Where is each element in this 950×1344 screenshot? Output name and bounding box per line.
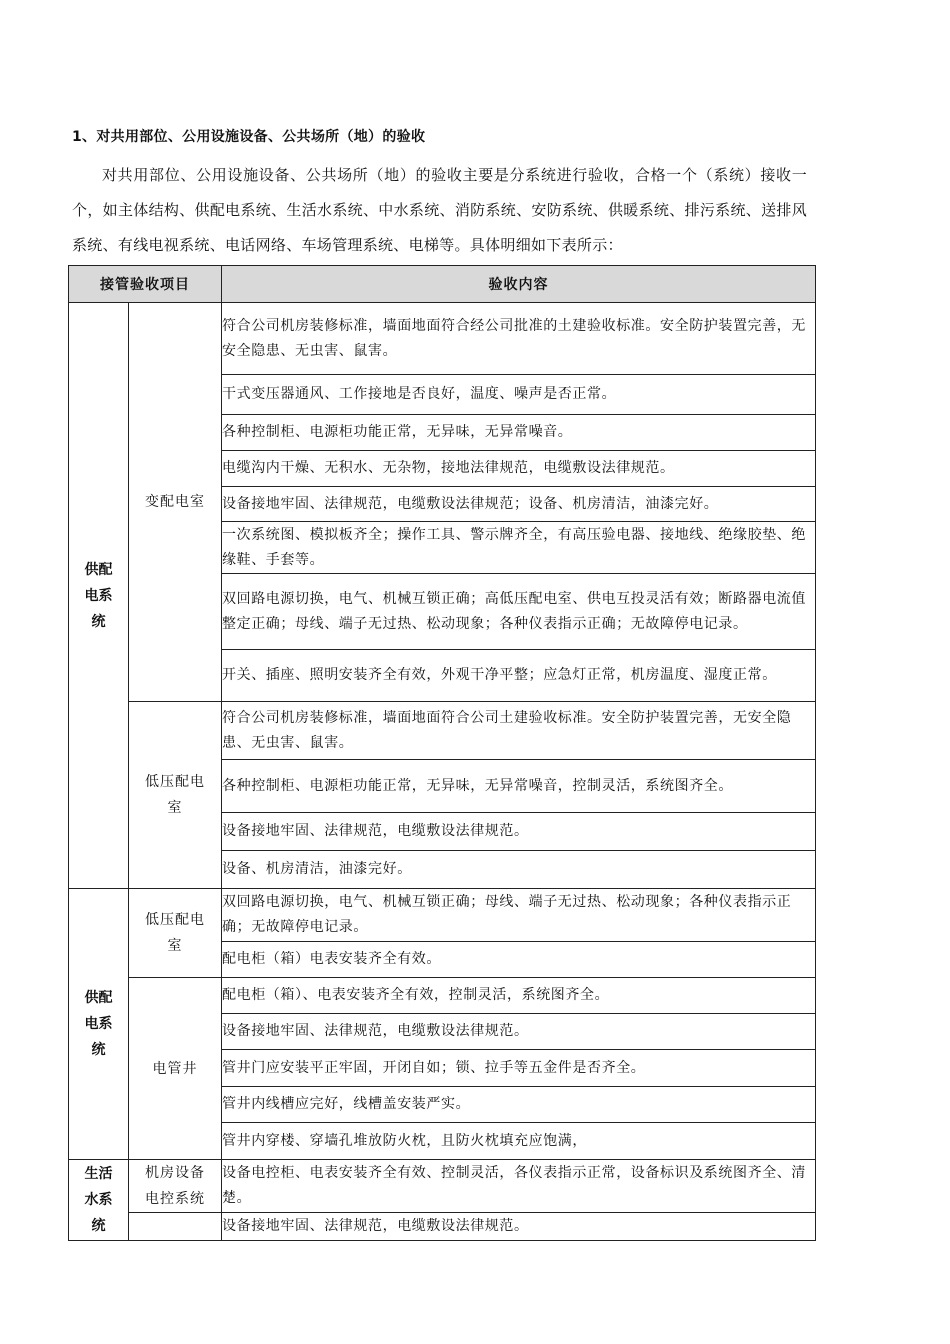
content-cell: 电缆沟内干燥、无积水、无杂物，接地法律规范，电缆敷设法律规范。 (222, 451, 816, 487)
content-cell: 设备接地牢固、法律规范，电缆敷设法律规范。 (222, 1014, 816, 1050)
content-cell: 管井内穿楼、穿墙孔堆放防火枕，且防火枕填充应饱满， (222, 1123, 816, 1160)
content-cell: 配电柜（箱）、电表安装齐全有效，控制灵活，系统图齐全。 (222, 978, 816, 1014)
subsystem-cell: 电管井 (129, 978, 222, 1160)
table-row (69, 303, 816, 375)
content-cell: 符合公司机房装修标准，墙面地面符合公司土建验收标准。安全防护装置完善，无安全隐患、无虫害、鼠害。 (222, 702, 816, 760)
subsystem-cell: 变配电室 (129, 303, 222, 702)
header-item: 接管验收项目 (69, 266, 222, 303)
header-content: 验收内容 (222, 266, 816, 303)
content-cell: 设备接地牢固、法律规范，电缆敷设法律规范。 (222, 1213, 816, 1241)
table-row (69, 1160, 816, 1213)
subsystem-cell-empty (129, 1213, 222, 1241)
table-row (69, 889, 816, 942)
table-row (69, 978, 816, 1014)
content-cell: 设备、机房清洁，油漆完好。 (222, 851, 816, 889)
content-cell: 配电柜（箱）电表安装齐全有效。 (222, 942, 816, 978)
content-cell: 双回路电源切换，电气、机械互锁正确；高低压配电室、供电互投灵活有效；断路器电流值整定正确；母线、端子无过热、松动现象；各种仪表指示正确；无故障停电记录。 (222, 574, 816, 650)
content-cell: 设备电控柜、电表安装齐全有效、控制灵活，各仪表指示正常，设备标识及系统图齐全、清楚。 (222, 1160, 816, 1213)
subsystem-cell: 低压配电室 (129, 889, 222, 978)
content-cell: 开关、插座、照明安装齐全有效，外观干净平整；应急灯正常，机房温度、湿度正常。 (222, 650, 816, 702)
acceptance-table (68, 265, 816, 1241)
content-cell: 各种控制柜、电源柜功能正常，无异味，无异常噪音。 (222, 415, 816, 451)
content-cell: 各种控制柜、电源柜功能正常，无异味，无异常噪音，控制灵活，系统图齐全。 (222, 760, 816, 813)
subsystem-cell: 机房设备电控系统 (129, 1160, 222, 1213)
system-cell: 生活水系统 (69, 1160, 129, 1241)
subsystem-cell: 低压配电室 (129, 702, 222, 889)
content-cell: 管井门应安装平正牢固，开闭自如；锁、拉手等五金件是否齐全。 (222, 1050, 816, 1087)
content-cell: 设备接地牢固、法律规范，电缆敷设法律规范；设备、机房清洁，油漆完好。 (222, 487, 816, 522)
system-cell: 供配电系统 (69, 889, 129, 1160)
content-cell: 干式变压器通风、工作接地是否良好，温度、噪声是否正常。 (222, 375, 816, 415)
content-cell: 符合公司机房装修标准，墙面地面符合经公司批准的土建验收标准。安全防护装置完善，无安全隐患、无虫害、鼠害。 (222, 303, 816, 375)
content-cell: 管井内线槽应完好，线槽盖安装严实。 (222, 1087, 816, 1123)
table-header-row (69, 266, 816, 303)
intro-paragraph: 对共用部位、公用设施设备、公共场所（地）的验收主要是分系统进行验收，合格一个（系统）接收一个，如主体结构、供配电系统、生活水系统、中水系统、消防系统、安防系统、供暖系统、排污系统、送排风系统、有线电视系统、电话网络、车场管理系统、电梯等。具体明细如下表所示： (72, 166, 807, 254)
content-cell: 设备接地牢固、法律规范，电缆敷设法律规范。 (222, 813, 816, 851)
table-row (69, 702, 816, 760)
system-cell: 供配电系统 (69, 303, 129, 889)
content-cell: 双回路电源切换，电气、机械互锁正确；母线、端子无过热、松动现象；各种仪表指示正确；无故障停电记录。 (222, 889, 816, 942)
table-row (69, 1213, 816, 1241)
section-heading: 1、对共用部位、公用设施设备、公共场所（地）的验收 (72, 129, 426, 145)
content-cell: 一次系统图、模拟板齐全；操作工具、警示牌齐全，有高压验电器、接地线、绝缘胶垫、绝缘鞋、手套等。 (222, 522, 816, 574)
